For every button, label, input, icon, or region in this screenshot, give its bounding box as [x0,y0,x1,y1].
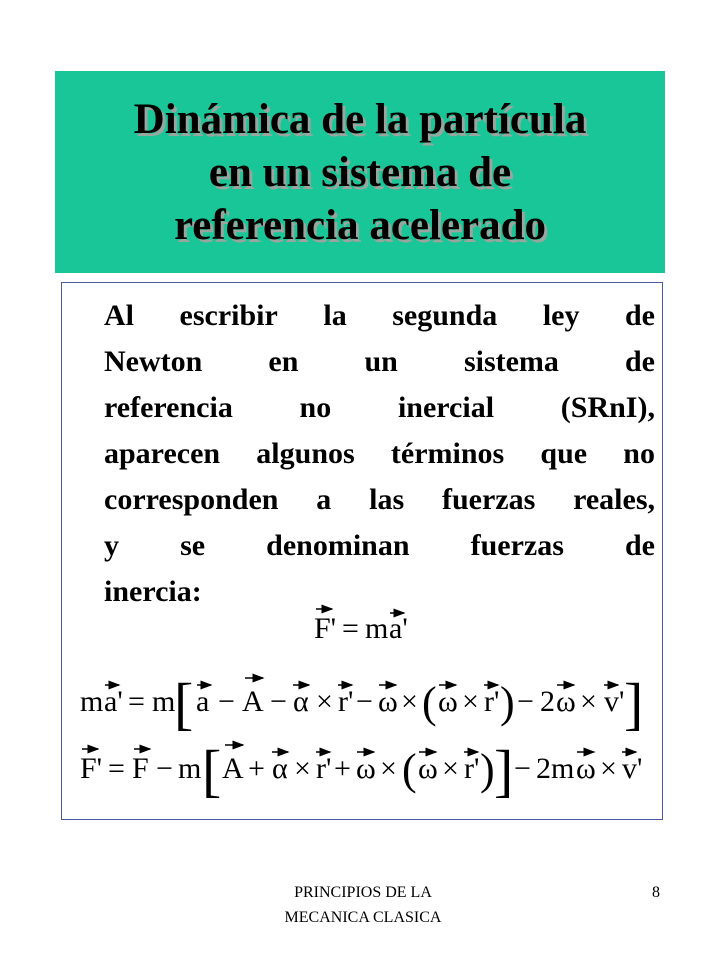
svg-text:−: − [356,685,373,718]
svg-text:−: − [514,752,531,785]
slide-title [55,71,665,273]
svg-text:×: × [380,752,397,785]
svg-text:×: × [442,752,459,785]
svg-text:α: α [293,685,309,718]
paragraph-word: y [104,529,119,562]
equation-1 [314,609,408,645]
paragraph-word: a [316,483,332,516]
paragraph-word: fuerzas [441,483,536,516]
paragraph-word: la [323,299,347,332]
equations [62,283,664,821]
svg-text:=: = [128,685,145,718]
footer-course-title [228,880,498,930]
svg-text:=: = [108,752,125,785]
svg-text:v': v' [604,685,625,718]
paragraph-word: sistema [463,345,559,378]
svg-text:m: m [178,752,202,785]
svg-text:r': r' [464,752,480,785]
svg-text:(: ( [402,745,417,794]
title-line-1: Dinámica de la partícula [133,95,587,143]
paragraph-word: de [625,299,655,332]
bracket-open: [ [174,671,194,736]
svg-text:+: + [248,752,265,785]
svg-text:v': v' [622,752,643,785]
svg-text:×: × [580,685,597,718]
paragraph-word: términos [390,437,505,470]
eq1-rhs-accel: a' [389,612,408,645]
paragraph-word: Al [104,299,134,332]
paragraph-word: escribir [179,299,278,332]
paragraph-word: se [180,529,206,562]
svg-text:−: − [517,685,534,718]
svg-text:A: A [222,752,244,785]
svg-text:ω: ω [556,685,576,718]
svg-text:2: 2 [540,685,555,718]
paragraph-word: de [625,345,655,378]
paragraph-word: corresponden [104,483,279,516]
paragraph-word: no [623,437,655,470]
content-box [61,282,663,820]
svg-text:ω: ω [378,685,398,718]
footer-line-2: MECANICA CLASICA [284,909,442,926]
title-line-3: referencia acelerado [173,201,547,249]
paragraph-word: en [268,345,299,378]
paragraph-word: reales, [573,483,655,516]
svg-text:): ) [500,678,515,727]
svg-text:): ) [480,745,495,794]
svg-text:r': r' [338,685,354,718]
svg-text:×: × [401,685,418,718]
svg-text:ω: ω [576,752,596,785]
eq1-equals: = [342,612,359,645]
svg-text:m: m [152,685,176,718]
svg-text:F': F' [80,752,103,785]
svg-text:r': r' [484,685,500,718]
svg-text:2m: 2m [536,752,575,785]
svg-text:α: α [272,752,288,785]
title-line-2: en un sistema de [208,148,512,196]
svg-text:ω: ω [438,685,458,718]
footer-line-1: PRINCIPIOS DE LA [294,884,432,901]
paragraph-word: algunos [256,437,355,470]
equation-2 [80,671,643,736]
eq1-lhs-symbol: F' [314,612,337,645]
paragraph-word: que [540,437,588,470]
svg-text:×: × [600,752,617,785]
svg-text:[: [ [202,738,222,803]
svg-text:F: F [132,752,149,785]
paragraph-word: de [625,529,655,562]
svg-text:ω: ω [356,752,376,785]
svg-text:×: × [294,752,311,785]
paragraph-word: Newton [104,345,203,378]
svg-text:A: A [242,685,264,718]
paragraph-word: inercial [397,391,495,424]
paragraph-word: denominan [266,529,410,562]
paragraph-word: un [364,345,398,378]
svg-text:×: × [462,685,479,718]
bracket-close: ] [624,671,644,736]
paragraph-word: aparecen [104,437,221,470]
page-number: 8 [652,884,660,901]
eq1-rhs-mass: m [365,612,389,645]
svg-text:a': a' [104,685,123,718]
svg-text:(: ( [422,678,437,727]
paragraph-word: referencia [104,391,233,424]
paragraph-word: ley [542,299,580,332]
paragraph-word: fuerzas [470,529,564,562]
paragraph-word: segunda [392,299,498,332]
svg-text:r': r' [316,752,332,785]
svg-text:+: + [334,752,351,785]
paragraph-word: inercia: [104,575,202,608]
paragraph-word: no [299,391,332,424]
equation-3 [80,738,642,803]
eq2-lhs-mass: m [80,685,104,718]
paragraph-word: las [369,483,405,516]
svg-text:−: − [156,752,173,785]
svg-text:−: − [270,685,287,718]
svg-text:]: ] [494,738,514,803]
svg-text:×: × [316,685,333,718]
svg-text:a: a [196,685,210,718]
paragraph-word: (SRnI), [560,391,655,424]
svg-text:ω: ω [418,752,438,785]
svg-text:−: − [218,685,235,718]
